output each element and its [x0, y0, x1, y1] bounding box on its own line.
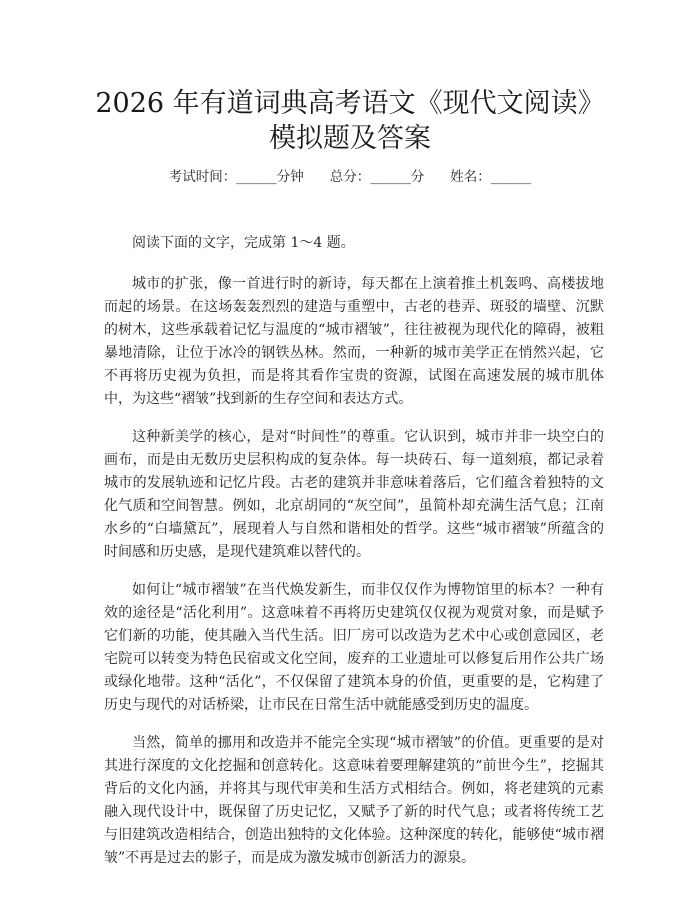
exam-score-label: 总分：	[329, 169, 371, 185]
document-title: 2026 年有道词典高考语文《现代文阅读》模拟题及答案	[95, 88, 605, 154]
exam-name-blank: ______	[490, 169, 532, 185]
passage-paragraph-2: 这种新美学的核心，是对“时间性”的尊重。它认识到，城市并非一块空白的画布，而是由无数历史层积构成的复杂体。每一块砖石、每一道刻痕，都记录着城市的发展轨迹和记忆片段。古老的建筑并非意味着落后，它们蕴含着独特的文化气质和空间智慧。例如，北京胡同的“灰空间”，虽简朴却充满生活气息；江南水乡的“白墙黛瓦”，展现着人与自然和谐相处的哲学。这些“城市褶皱”所蕴含的时间感和历史感，是现代建筑难以替代的。	[104, 429, 604, 560]
exam-time-label: 考试时间：	[168, 169, 237, 185]
reading-passage	[104, 232, 604, 885]
exam-info-line	[0, 167, 700, 187]
reading-instruction: 阅读下面的文字，完成第 1～4 题。	[132, 235, 355, 251]
exam-time-blank: ______	[236, 169, 277, 185]
exam-score-blank: ______	[370, 169, 411, 185]
passage-paragraph-1: 城市的扩张，像一首进行时的新诗，每天都在上演着推土机轰鸣、高楼拔地而起的场景。在这场轰轰烈烈的建造与重塑中，古老的巷弄、斑驳的墙壁、沉默的树木，这些承载着记忆与温度的“城市褶皱”，往往被视为现代化的障碍，被粗暴地清除，让位于冰冷的钢铁丛林。然而，一种新的城市美学正在悄然兴起，它不再将历史视为负担，而是将其看作宝贵的资源，试图在高速发展的城市肌体中，为这些“褶皱”找到新的生存空间和表达方式。	[104, 276, 604, 407]
passage-paragraph-4: 当然，简单的挪用和改造并不能完全实现“城市褶皱”的价值。更重要的是对其进行深度的文化挖掘和创意转化。这意味着要理解建筑的“前世今生”，挖掘其背后的文化内涵，并将其与现代审美和生活方式相结合。例如，将老建筑的元素融入现代设计中，既保留了历史记忆，又赋予了新的时代气息；或者将传统工艺与旧建筑改造相结合，创造出独特的文化体验。这种深度的转化，能够使“城市褶皱”不再是过去的影子，而是成为激发城市创新活力的源泉。	[104, 735, 604, 866]
exam-score-unit: 分	[410, 169, 425, 185]
passage-paragraph-3: 如何让“城市褶皱”在当代焕发新生，而非仅仅作为博物馆里的标本？一种有效的途径是“活化利用”。这意味着不再将历史建筑仅仅视为观赏对象，而是赋予它们新的功能，使其融入当代生活。旧厂房可以改造为艺术中心或创意园区，老宅院可以转变为特色民宿或文化空间，废弃的工业遗址可以修复后用作公共广场或绿化地带。这种“活化”，不仅保留了建筑本身的价值，更重要的是，它构建了历史与现代的对话桥梁，让市民在日常生活中就能感受到历史的温度。	[104, 582, 604, 713]
exam-time-unit: 分钟	[276, 169, 304, 185]
exam-name-label: 姓名：	[450, 169, 491, 185]
